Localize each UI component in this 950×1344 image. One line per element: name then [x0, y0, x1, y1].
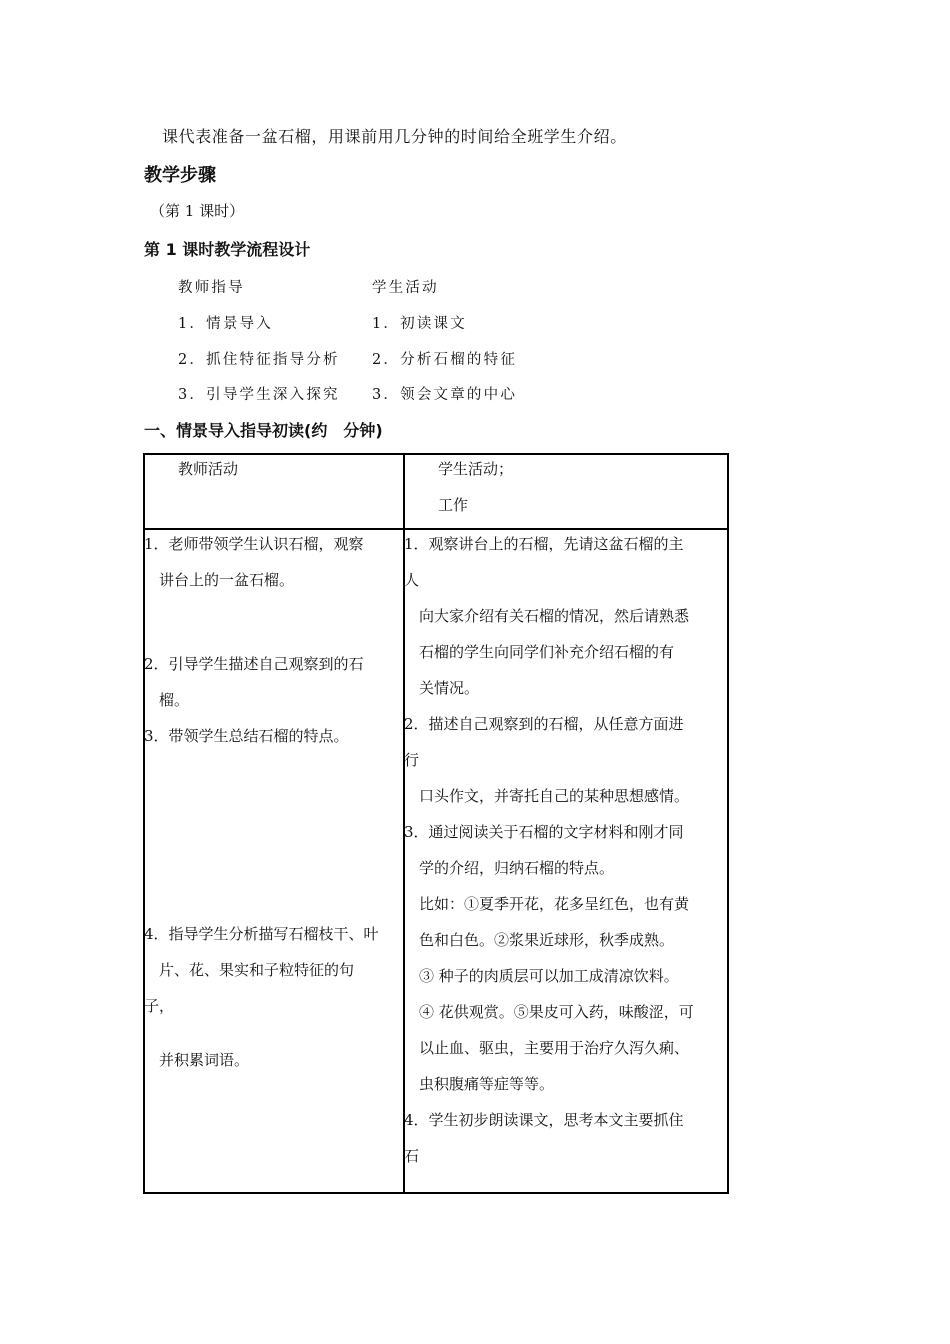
student-line: 石榴的学生向同学们补充介绍石榴的有 — [404, 643, 675, 661]
teacher-line: 片、花、果实和子粒特征的句 — [144, 961, 355, 979]
student-line: ④ 花供观赏。⑤果皮可入药，味酸涩，可 — [404, 1003, 694, 1021]
teacher-line: 4．指导学生分析描写石榴枝干、叶 — [144, 925, 379, 943]
student-line: 比如：①夏季开花，花多呈红色，也有黄 — [404, 895, 690, 913]
lesson-label: （第 1 课时） — [150, 202, 245, 220]
student-line: 3．通过阅读关于石榴的文字材料和刚才同 — [404, 823, 684, 841]
student-line: 关情况。 — [404, 679, 480, 697]
heading-teaching-steps: 教学步骤 — [144, 165, 216, 186]
student-line: 2．描述自己观察到的石榴，从任意方面进 — [404, 715, 684, 733]
student-line: ③ 种子的肉质层可以加工成清凉饮料。 — [404, 967, 679, 985]
teacher-line: 1．老师带领学生认识石榴，观察 — [144, 535, 364, 553]
flow-student-header: 学生活动 — [372, 280, 439, 296]
section1-heading: 一、情景导入指导初读(约 分钟) — [144, 421, 383, 440]
intro-paragraph: 课代表准备一盆石榴，用课前用几分钟的时间给全班学生介绍。 — [162, 127, 627, 146]
student-line: 向大家介绍有关石榴的情况，然后请熟悉 — [404, 607, 690, 625]
flow-teacher-item: 3．引导学生深入探究 — [178, 387, 340, 403]
flow-student-item: 1．初读课文 — [372, 316, 467, 332]
student-line: 学的介绍，归纳石榴的特点。 — [404, 859, 615, 877]
table-student-header: 学生活动； — [438, 460, 514, 478]
teacher-line: 3．带领学生总结石榴的特点。 — [144, 727, 349, 745]
student-line: 行 — [404, 751, 420, 769]
student-line: 以止血、驱虫，主要用于治疗久泻久痢、 — [404, 1039, 690, 1057]
student-line: 色和白色。②浆果近球形，秋季成熟。 — [404, 931, 675, 949]
teacher-line: 讲台上的一盆石榴。 — [144, 571, 295, 589]
student-line: 虫积腹痛等症等等。 — [404, 1075, 555, 1093]
student-line: 石 — [404, 1147, 420, 1165]
teacher-line: 子， — [144, 997, 175, 1015]
table-teacher-header: 教师活动 — [178, 460, 239, 478]
teacher-activity-cell — [144, 526, 379, 1078]
student-line: 人 — [404, 571, 420, 589]
teacher-line: 2．引导学生描述自己观察到的石 — [144, 655, 364, 673]
student-line: 1．观察讲台上的石榴，先请这盆石榴的主 — [404, 535, 684, 553]
flow-teacher-header: 教师指导 — [178, 280, 245, 296]
flow-teacher-item: 1．情景导入 — [178, 316, 273, 332]
student-activity-cell — [404, 526, 694, 1174]
flow-teacher-item: 2．抓住特征指导分析 — [178, 352, 340, 368]
table-student-header-line2: 工作 — [438, 496, 469, 514]
flow-student-item: 3．领会文章的中心 — [372, 387, 518, 403]
student-line: 4．学生初步朗读课文，思考本文主要抓住 — [404, 1111, 684, 1129]
teacher-line: 榴。 — [144, 691, 190, 709]
teacher-line: 并积累词语。 — [144, 1051, 250, 1069]
student-line: 口头作文，并寄托自己的某种思想感情。 — [404, 787, 690, 805]
flow-heading: 第 1 课时教学流程设计 — [144, 240, 311, 259]
flow-student-item: 2．分析石榴的特征 — [372, 352, 518, 368]
